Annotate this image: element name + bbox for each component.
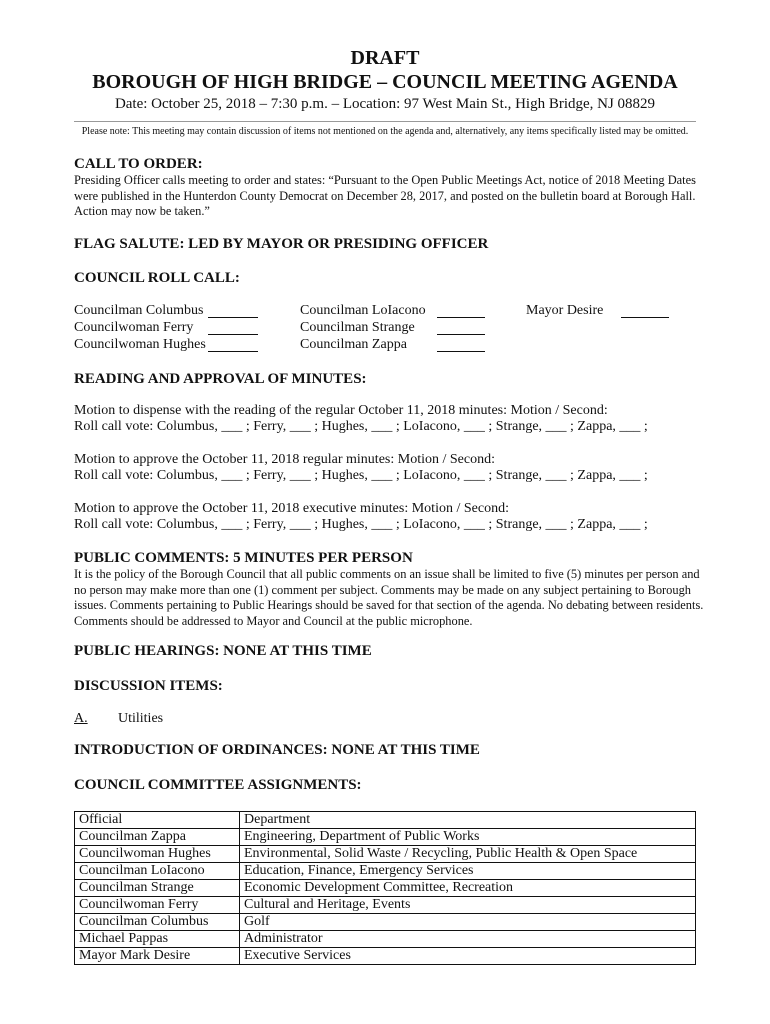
roll-call-blank bbox=[437, 351, 485, 352]
table-row bbox=[75, 931, 696, 948]
official-cell: Michael Pappas bbox=[75, 931, 240, 948]
flag-salute-heading: FLAG SALUTE: LED BY MAYOR OR PRESIDING OFFICER bbox=[74, 236, 489, 252]
official-cell: Councilman Strange bbox=[75, 880, 240, 897]
table-header-row bbox=[75, 812, 696, 829]
department-cell: Engineering, Department of Public Works bbox=[240, 829, 696, 846]
minutes-motion: Motion to approve the October 11, 2018 regular minutes: Motion / Second: bbox=[74, 452, 495, 467]
official-cell: Councilwoman Ferry bbox=[75, 897, 240, 914]
official-cell: Mayor Mark Desire bbox=[75, 948, 240, 965]
department-cell: Executive Services bbox=[240, 948, 696, 965]
committees-heading: COUNCIL COMMITTEE ASSIGNMENTS: bbox=[74, 777, 362, 793]
roll-call-blank bbox=[208, 334, 258, 335]
department-cell: Cultural and Heritage, Events bbox=[240, 897, 696, 914]
department-cell: Education, Finance, Emergency Services bbox=[240, 863, 696, 880]
department-cell: Administrator bbox=[240, 931, 696, 948]
table-row bbox=[75, 948, 696, 965]
roll-call-name: Councilman Zappa bbox=[300, 337, 407, 352]
department-cell: Environmental, Solid Waste / Recycling, Public Health & Open Space bbox=[240, 846, 696, 863]
draft-label: DRAFT bbox=[350, 47, 420, 69]
roll-call-name: Councilwoman Ferry bbox=[74, 320, 194, 335]
page-title: BOROUGH OF HIGH BRIDGE – COUNCIL MEETING AGENDA bbox=[92, 71, 678, 93]
department-cell: Golf bbox=[240, 914, 696, 931]
header-divider bbox=[74, 121, 696, 122]
column-header-department: Department bbox=[240, 812, 696, 829]
minutes-heading: READING AND APPROVAL OF MINUTES: bbox=[74, 371, 367, 387]
ordinances-heading: INTRODUCTION OF ORDINANCES: NONE AT THIS TIME bbox=[74, 742, 480, 758]
roll-call-name: Councilman Strange bbox=[300, 320, 415, 335]
roll-call-heading: COUNCIL ROLL CALL: bbox=[74, 270, 240, 286]
call-to-order-text: Presiding Officer calls meeting to order and states: “Pursuant to the Open Public Meetings Act, notice of 2018 Meeting Dates were published in the Hunterdon County Democrat on December 28, 2017, and posted on the bulletin board at Borough Hall. Action may now be taken.” bbox=[74, 173, 696, 219]
table-row bbox=[75, 846, 696, 863]
discussion-heading: DISCUSSION ITEMS: bbox=[74, 678, 223, 694]
roll-call-blank bbox=[208, 317, 258, 318]
department-cell: Economic Development Committee, Recreation bbox=[240, 880, 696, 897]
table-row bbox=[75, 897, 696, 914]
roll-call-blank bbox=[437, 334, 485, 335]
roll-call-blank bbox=[621, 317, 669, 318]
roll-call-name: Councilman LoIacono bbox=[300, 303, 426, 318]
minutes-vote: Roll call vote: Columbus, ___ ; Ferry, ___ ; Hughes, ___ ; LoIacono, ___ ; Strange, ___ ; Zappa, ___ ; bbox=[74, 468, 648, 483]
public-comments-heading: PUBLIC COMMENTS: 5 MINUTES PER PERSON bbox=[74, 550, 413, 566]
discussion-item-letter: A. bbox=[74, 711, 88, 726]
official-cell: Councilman Zappa bbox=[75, 829, 240, 846]
table-row bbox=[75, 880, 696, 897]
discussion-item-text: Utilities bbox=[118, 711, 164, 726]
roll-call-name: Mayor Desire bbox=[526, 303, 604, 318]
public-hearings-heading: PUBLIC HEARINGS: NONE AT THIS TIME bbox=[74, 643, 372, 659]
agenda-note: Please note: This meeting may contain discussion of items not mentioned on the agenda and, alternatively, any items specifically listed may be omitted. bbox=[81, 126, 689, 137]
minutes-motion: Motion to approve the October 11, 2018 executive minutes: Motion / Second: bbox=[74, 501, 509, 516]
official-cell: Councilman Columbus bbox=[75, 914, 240, 931]
table-row bbox=[75, 914, 696, 931]
public-comments-text: It is the policy of the Borough Council that all public comments on an issue shall be limited to five (5) minutes per person and no person may make more than one (1) comment per subject. Comments may be made on any subject pertaining to Borough issues. Comments pertaining to Public Hearings should be saved for that section of the agenda. No debating between residents. Comments should be addressed to Mayor and Council at the public microphone. bbox=[74, 567, 704, 628]
table-row bbox=[75, 829, 696, 846]
meeting-date-line: Date: October 25, 2018 – 7:30 p.m. – Location: 97 West Main St., High Bridge, NJ 08829 bbox=[114, 96, 656, 112]
minutes-vote: Roll call vote: Columbus, ___ ; Ferry, ___ ; Hughes, ___ ; LoIacono, ___ ; Strange, ___ ; Zappa, ___ ; bbox=[74, 419, 648, 434]
minutes-motion: Motion to dispense with the reading of the regular October 11, 2018 minutes: Motion / Second: bbox=[74, 403, 608, 418]
column-header-official: Official bbox=[75, 812, 240, 829]
official-cell: Councilwoman Hughes bbox=[75, 846, 240, 863]
roll-call-blank bbox=[208, 351, 258, 352]
roll-call-blank bbox=[437, 317, 485, 318]
roll-call-name: Councilman Columbus bbox=[74, 303, 204, 318]
call-to-order-heading: CALL TO ORDER: bbox=[74, 156, 203, 172]
roll-call-name: Councilwoman Hughes bbox=[74, 337, 206, 352]
table-row bbox=[75, 863, 696, 880]
official-cell: Councilman LoIacono bbox=[75, 863, 240, 880]
committee-table bbox=[74, 811, 696, 965]
minutes-vote: Roll call vote: Columbus, ___ ; Ferry, ___ ; Hughes, ___ ; LoIacono, ___ ; Strange, ___ ; Zappa, ___ ; bbox=[74, 517, 648, 532]
